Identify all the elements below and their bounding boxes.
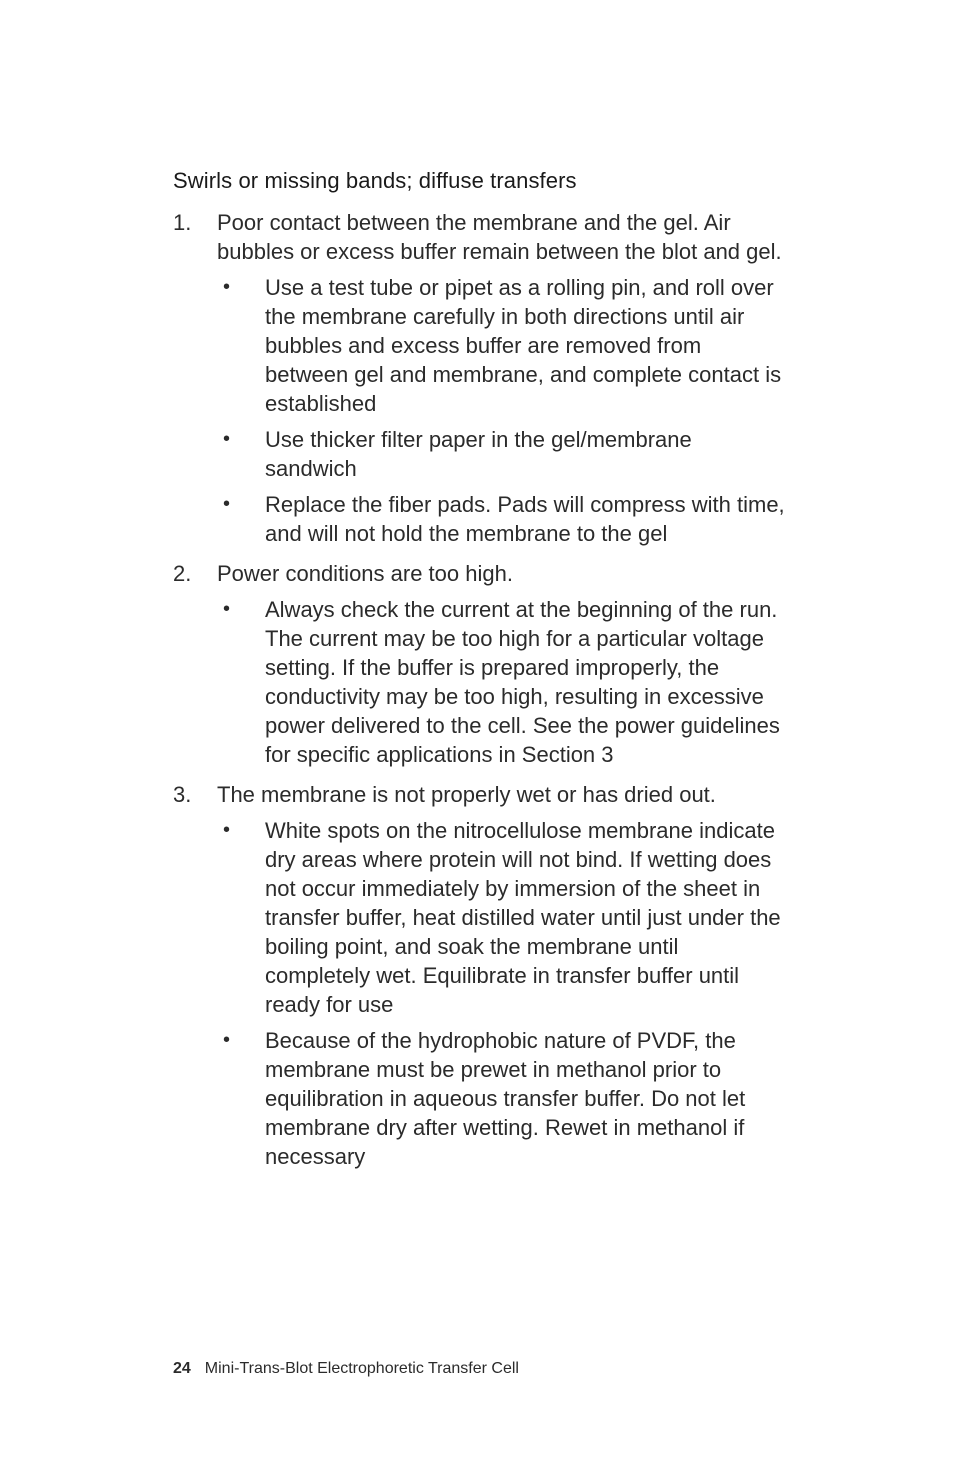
item-text: The membrane is not properly wet or has dried out. (217, 782, 716, 807)
bullet-icon: • (223, 428, 231, 450)
item-text: Power conditions are too high. (217, 561, 513, 586)
bullet-icon: • (223, 1029, 231, 1051)
bullet-icon: • (223, 276, 231, 298)
list-item-1 (173, 208, 785, 548)
bullet-list (173, 595, 785, 769)
bullet-list (173, 273, 785, 548)
item-number: 1. (173, 210, 192, 235)
bullet-item (173, 425, 785, 483)
bullet-text: Use a test tube or pipet as a rolling pin, and roll over the membrane carefully in both directions until air bubbles and excess buffer are removed from between gel and membrane, and complete contact is established (265, 275, 782, 416)
troubleshooting-list (173, 208, 785, 1182)
section-heading: Swirls or missing bands; diffuse transfers (173, 168, 577, 193)
bullet-text: Replace the fiber pads. Pads will compress with time, and will not hold the membrane to the gel (265, 492, 785, 546)
bullet-item (173, 1026, 785, 1171)
bullet-text: Use thicker filter paper in the gel/membrane sandwich (265, 427, 692, 481)
footer-title: Mini-Trans-Blot Electrophoretic Transfer Cell (204, 1360, 519, 1377)
bullet-text: White spots on the nitrocellulose membrane indicate dry areas where protein will not bind. If wetting does not occur immediately by immersion of the sheet in transfer buffer, heat distilled water until just under the boiling point, and soak the membrane until completely wet. Equilibrate in transfer buffer until ready for use (265, 818, 781, 1017)
page-number: 24 (173, 1360, 191, 1377)
bullet-item (173, 490, 785, 548)
item-number: 2. (173, 561, 192, 586)
bullet-text: Always check the current at the beginning of the run. The current may be too high for a particular voltage setting. If the buffer is prepared improperly, the conductivity may be too high, resulting in excessive power delivered to the cell. See the power guidelines for specific applications in Section 3 (265, 597, 780, 767)
bullet-list (173, 816, 785, 1171)
list-item-2 (173, 559, 785, 769)
bullet-icon: • (223, 598, 231, 620)
bullet-item (173, 816, 785, 1019)
bullet-item (173, 273, 785, 418)
bullet-text: Because of the hydrophobic nature of PVDF, the membrane must be prewet in methanol prior to equilibration in aqueous transfer buffer. Do not let membrane dry after wetting. Rewet in methanol if necessary (265, 1028, 746, 1169)
bullet-icon: • (223, 493, 231, 515)
bullet-item (173, 595, 785, 769)
bullet-icon: • (223, 819, 231, 841)
list-item-3 (173, 780, 785, 1171)
item-number: 3. (173, 782, 192, 807)
item-text: Poor contact between the membrane and the gel. Air bubbles or excess buffer remain between the blot and gel. (217, 210, 782, 264)
page-footer (173, 1358, 519, 1380)
